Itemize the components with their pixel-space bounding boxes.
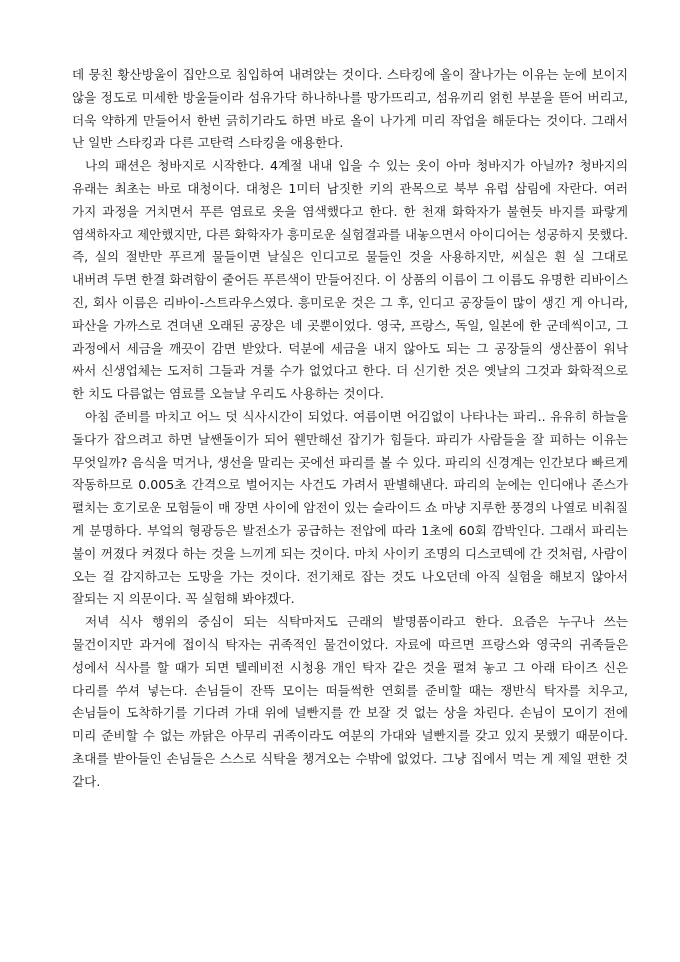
paragraph-stocking: 데 뭉친 황산방울이 집안으로 침입하여 내려앉는 것이다. 스타킹에 올이 잘나가는 이유는 눈에 보이지 않을 정도로 미세한 방울들이라 섬유가닥 하나하나를 망가뜨리고, 섬유끼리 얽힌 부분을 뜯어 버리고, 더욱 약하게 만들어서 한번 긁히기라도 하면 바로 올이 나가게 미리 작업을 해둔다는 것이다. 그래서 난 일반 스타킹과 다른 고탄력 스타킹을 애용한다. bbox=[72, 67, 628, 151]
paragraph-jeans: 나의 패션은 청바지로 시작한다. 4계절 내내 입을 수 있는 옷이 아마 청바지가 아닐까? 청바지의 유래는 최초는 바로 대청이다. 대청은 1미터 남짓한 키의 관목으로 북부 유럽 삼림에 자란다. 여러 가지 과정을 거치면서 푸른 염료로 옷을 염색했다고 한다. 한 천재 화학자가 불현듯 바지를 파랗게 염색하자고 제안했지만, 다른 화학자가 흥미로운 실험결과를 내놓으면서 아이디어는 성공하지 못했다. 즉, 실의 절반만 푸르게 물들이면 날실은 인디고로 물들인 것을 사용하지만, 씨실은 흰 실 그대로 내버려 두면 한결 화려함이 줄어든 푸른색이 만들어진다. 이 상품의 이름이 그 이름도 유명한 리바이스 진, 회사 이름은 리바이-스트라우스였다. 흥미로운 것은 그 후, 인디고 공장들이 많이 생긴 게 아니라, 파산을 가까스로 견뎌낸 오래된 공장은 네 곳뿐이었다. 영국, 프랑스, 독일, 일본에 한 군데씩이고, 그 과정에서 세금을 깨끗이 감면 받았다. 덕분에 세금을 내지 않아도 되는 그 공장들의 생산품이 워낙 싸서 신생업체는 도저히 그들과 겨룰 수가 없었다고 한다. 더 신기한 것은 옛날의 그것과 화학적으로 한 치도 다름없는 염료를 오늘날 우리도 사용하는 것이다. bbox=[72, 158, 628, 402]
document-body bbox=[72, 64, 628, 794]
paragraph-table: 저녁 식사 행위의 중심이 되는 식탁마저도 근래의 발명품이라고 한다. 요즘은 누구나 쓰는 물건이지만 과거에 접이식 탁자는 귀족적인 물건이었다. 자료에 따르면 프랑스와 영국의 귀족들은 성에서 식사를 할 때가 되면 텔레비전 시청용 개인 탁자 같은 것을 펼쳐 놓고 그 아래 타이즈 신은 다리를 쑤셔 넣는다. 손님들이 잔뜩 모이는 떠들썩한 연회를 준비할 때는 쟁반식 탁자를 치우고, 손님들이 도착하기를 기다려 가대 위에 널빤지를 깐 보잘 것 없는 상을 차린다. 손님이 모이기 전에 미리 준비할 수 없는 까닭은 아무리 귀족이라도 여분의 가대와 널빤지를 갖고 있지 못했기 때문이다. 초대를 받아들인 손님들은 스스로 식탁을 챙겨오는 수밖에 없었다. 그냥 집에서 먹는 게 제일 편한 것 같다. bbox=[72, 614, 628, 789]
paragraph-fly: 아침 준비를 마치고 어느 덧 식사시간이 되었다. 여름이면 어김없이 나타나는 파리.. 유유히 하늘을 돌다가 잡으려고 하면 날쌘돌이가 되어 웬만해선 잡기가 힘들다. 파리가 사람들을 잘 피하는 이유는 무엇일까? 음식을 먹거나, 생선을 말리는 곳에선 파리를 볼 수 있다. 파리의 신경계는 인간보다 빠르게 작동하므로 0.005초 간격으로 벌어지는 사건도 가려서 판별해낸다. 파리의 눈에는 인디애나 존스가 펼치는 호기로운 모험들이 매 장면 사이에 암전이 있는 슬라이드 쇼 마냥 지루한 풍경의 나열로 비춰질 게 분명하다. 부엌의 형광등은 발전소가 공급하는 전압에 따라 1초에 60회 깜박인다. 그래서 파리는 불이 꺼졌다 켜졌다 하는 것을 느끼게 되는 것이다. 마치 사이키 조명의 디스코텍에 간 것처럼, 사람이 오는 걸 감지하고는 도망을 가는 것이다. 전기채로 잡는 것도 나오던데 아직 실험을 해보지 않아서 잘되는 지 의문이다. 꼭 실험해 봐야겠다. bbox=[72, 408, 628, 607]
